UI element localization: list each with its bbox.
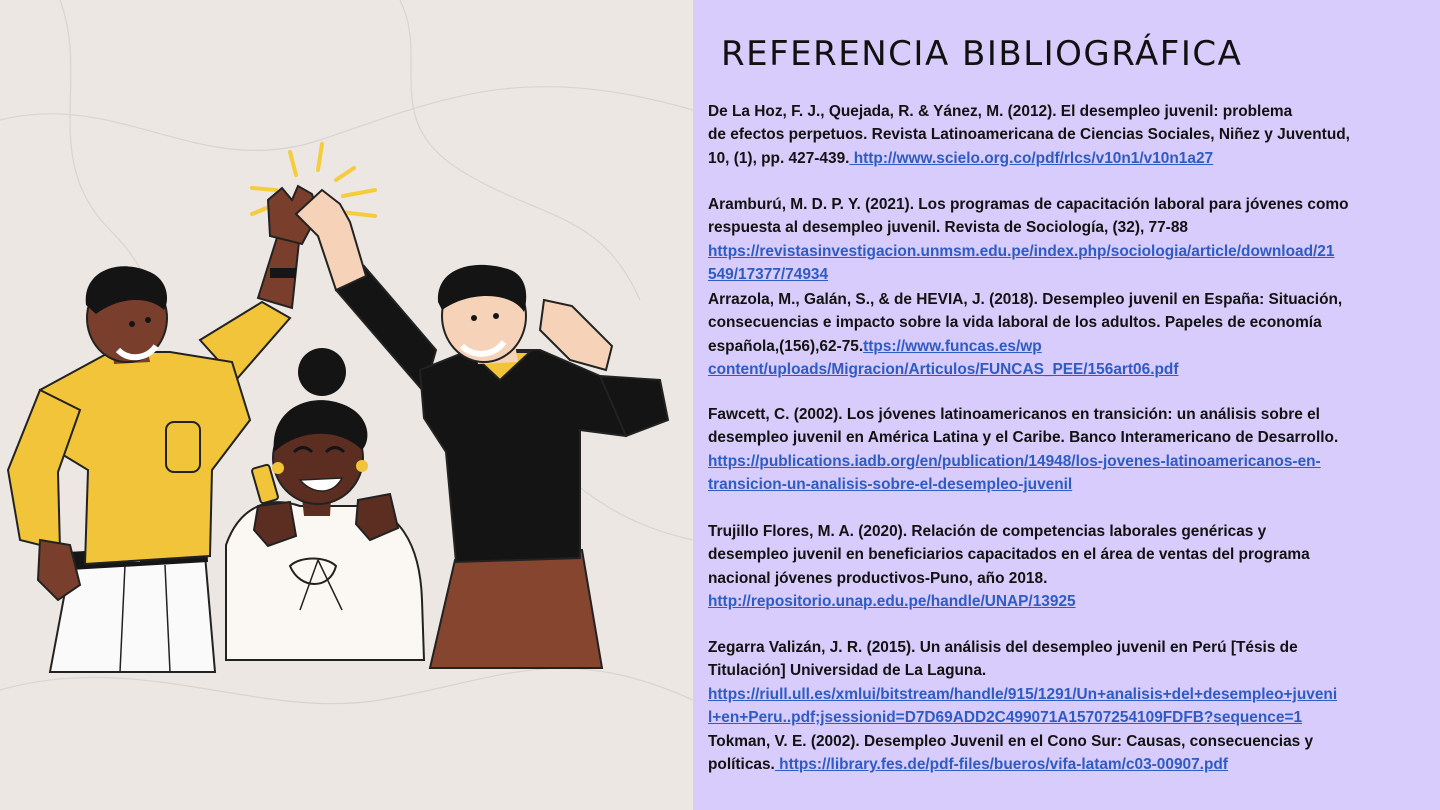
woman-figure [226,348,424,660]
reference-text: Arrazola, M., Galán, S., & de HEVIA, J. (2018). Desempleo juvenil en España: Situación, [708,291,1343,308]
reference-entry [708,288,1440,382]
reference-entry [708,730,1440,777]
reference-text: Titulación] Universidad de La Laguna. [708,662,987,680]
illustration-panel [0,0,693,810]
reference-text: de efectos perpetuos. Revista Latinoamericana de Ciencias Sociales, Niñez y Juventud, [708,126,1350,144]
reference-text: desempleo juvenil en América Latina y el Caribe. Banco Interamericano de Desarrollo. [708,429,1339,447]
reference-text: De La Hoz, F. J., Quejada, R. & Yánez, M. (2012). El desempleo juvenil: problema [708,103,1293,120]
page-title: REFERENCIA BIBLIOGRÁFICA [721,34,1243,74]
three-people-celebrating-illustration [0,0,693,810]
reference-entry [708,636,1440,730]
reference-text: Tokman, V. E. (2002). Desempleo Juvenil en el Cono Sur: Causas, consecuencias y [708,733,1314,750]
reference-text: española,(156),62-75. [708,337,864,355]
reference-entry [708,520,1440,614]
reference-link[interactable]: https://revistasinvestigacion.unmsm.edu.pe/index.php/sociologia/article/download/21 [708,242,1335,260]
reference-text: desempleo juvenil en beneficiarios capacitados en el área de ventas del programa [708,546,1310,564]
reference-entry [708,100,1440,170]
reference-text: 10, (1), pp. 427-439. [708,149,850,167]
reference-text: consecuencias e impacto sobre la vida laboral de los adultos. Papeles de economía [708,314,1322,332]
reference-link[interactable]: ttps://www.funcas.es/wp [863,337,1042,355]
reference-text: nacional jóvenes productivos-Puno, año 2018. [708,569,1048,587]
reference-text: respuesta al desempleo juvenil. Revista de Sociología, (32), 77-88 [708,219,1188,237]
reference-link[interactable]: https://publications.iadb.org/en/publication/14948/los-jovenes-latinoamericanos-en- [708,452,1321,470]
reference-link[interactable]: http://repositorio.unap.edu.pe/handle/UNAP/13925 [708,593,1076,611]
reference-entry [708,403,1440,497]
reference-text: Fawcett, C. (2002). Los jóvenes latinoamericanos en transición: un análisis sobre el [708,406,1320,423]
reference-link[interactable]: https://riull.ull.es/xmlui/bitstream/handle/915/1291/Un+analisis+del+desempleo+juveni [708,685,1338,703]
reference-link[interactable]: 549/17377/74934 [708,266,829,284]
reference-text: Aramburú, M. D. P. Y. (2021). Los programas de capacitación laboral para jóvenes como [708,196,1349,213]
reference-link[interactable]: transicion-un-analisis-sobre-el-desempleo-juvenil [708,476,1073,494]
reference-link[interactable]: content/uploads/Migracion/Articulos/FUNCAS_PEE/156art06.pdf [708,361,1179,379]
reference-link[interactable]: https://library.fes.de/pdf-files/bueros/vifa-latam/c03-00907.pdf [774,756,1228,774]
reference-entry [708,193,1440,287]
reference-text: políticas. [708,756,775,774]
references-panel [693,0,1440,810]
reference-link[interactable]: l+en+Peru..pdf;jsessionid=D7D69ADD2C499071A15707254109FDFB?sequence=1 [708,709,1303,727]
reference-text: Trujillo Flores, M. A. (2020). Relación de competencias laborales genéricas y [708,523,1267,540]
reference-link[interactable]: http://www.scielo.org.co/pdf/rlcs/v10n1/v10n1a27 [849,149,1214,167]
reference-text: Zegarra Valizán, J. R. (2015). Un análisis del desempleo juvenil en Perú [Tésis de [708,639,1298,656]
